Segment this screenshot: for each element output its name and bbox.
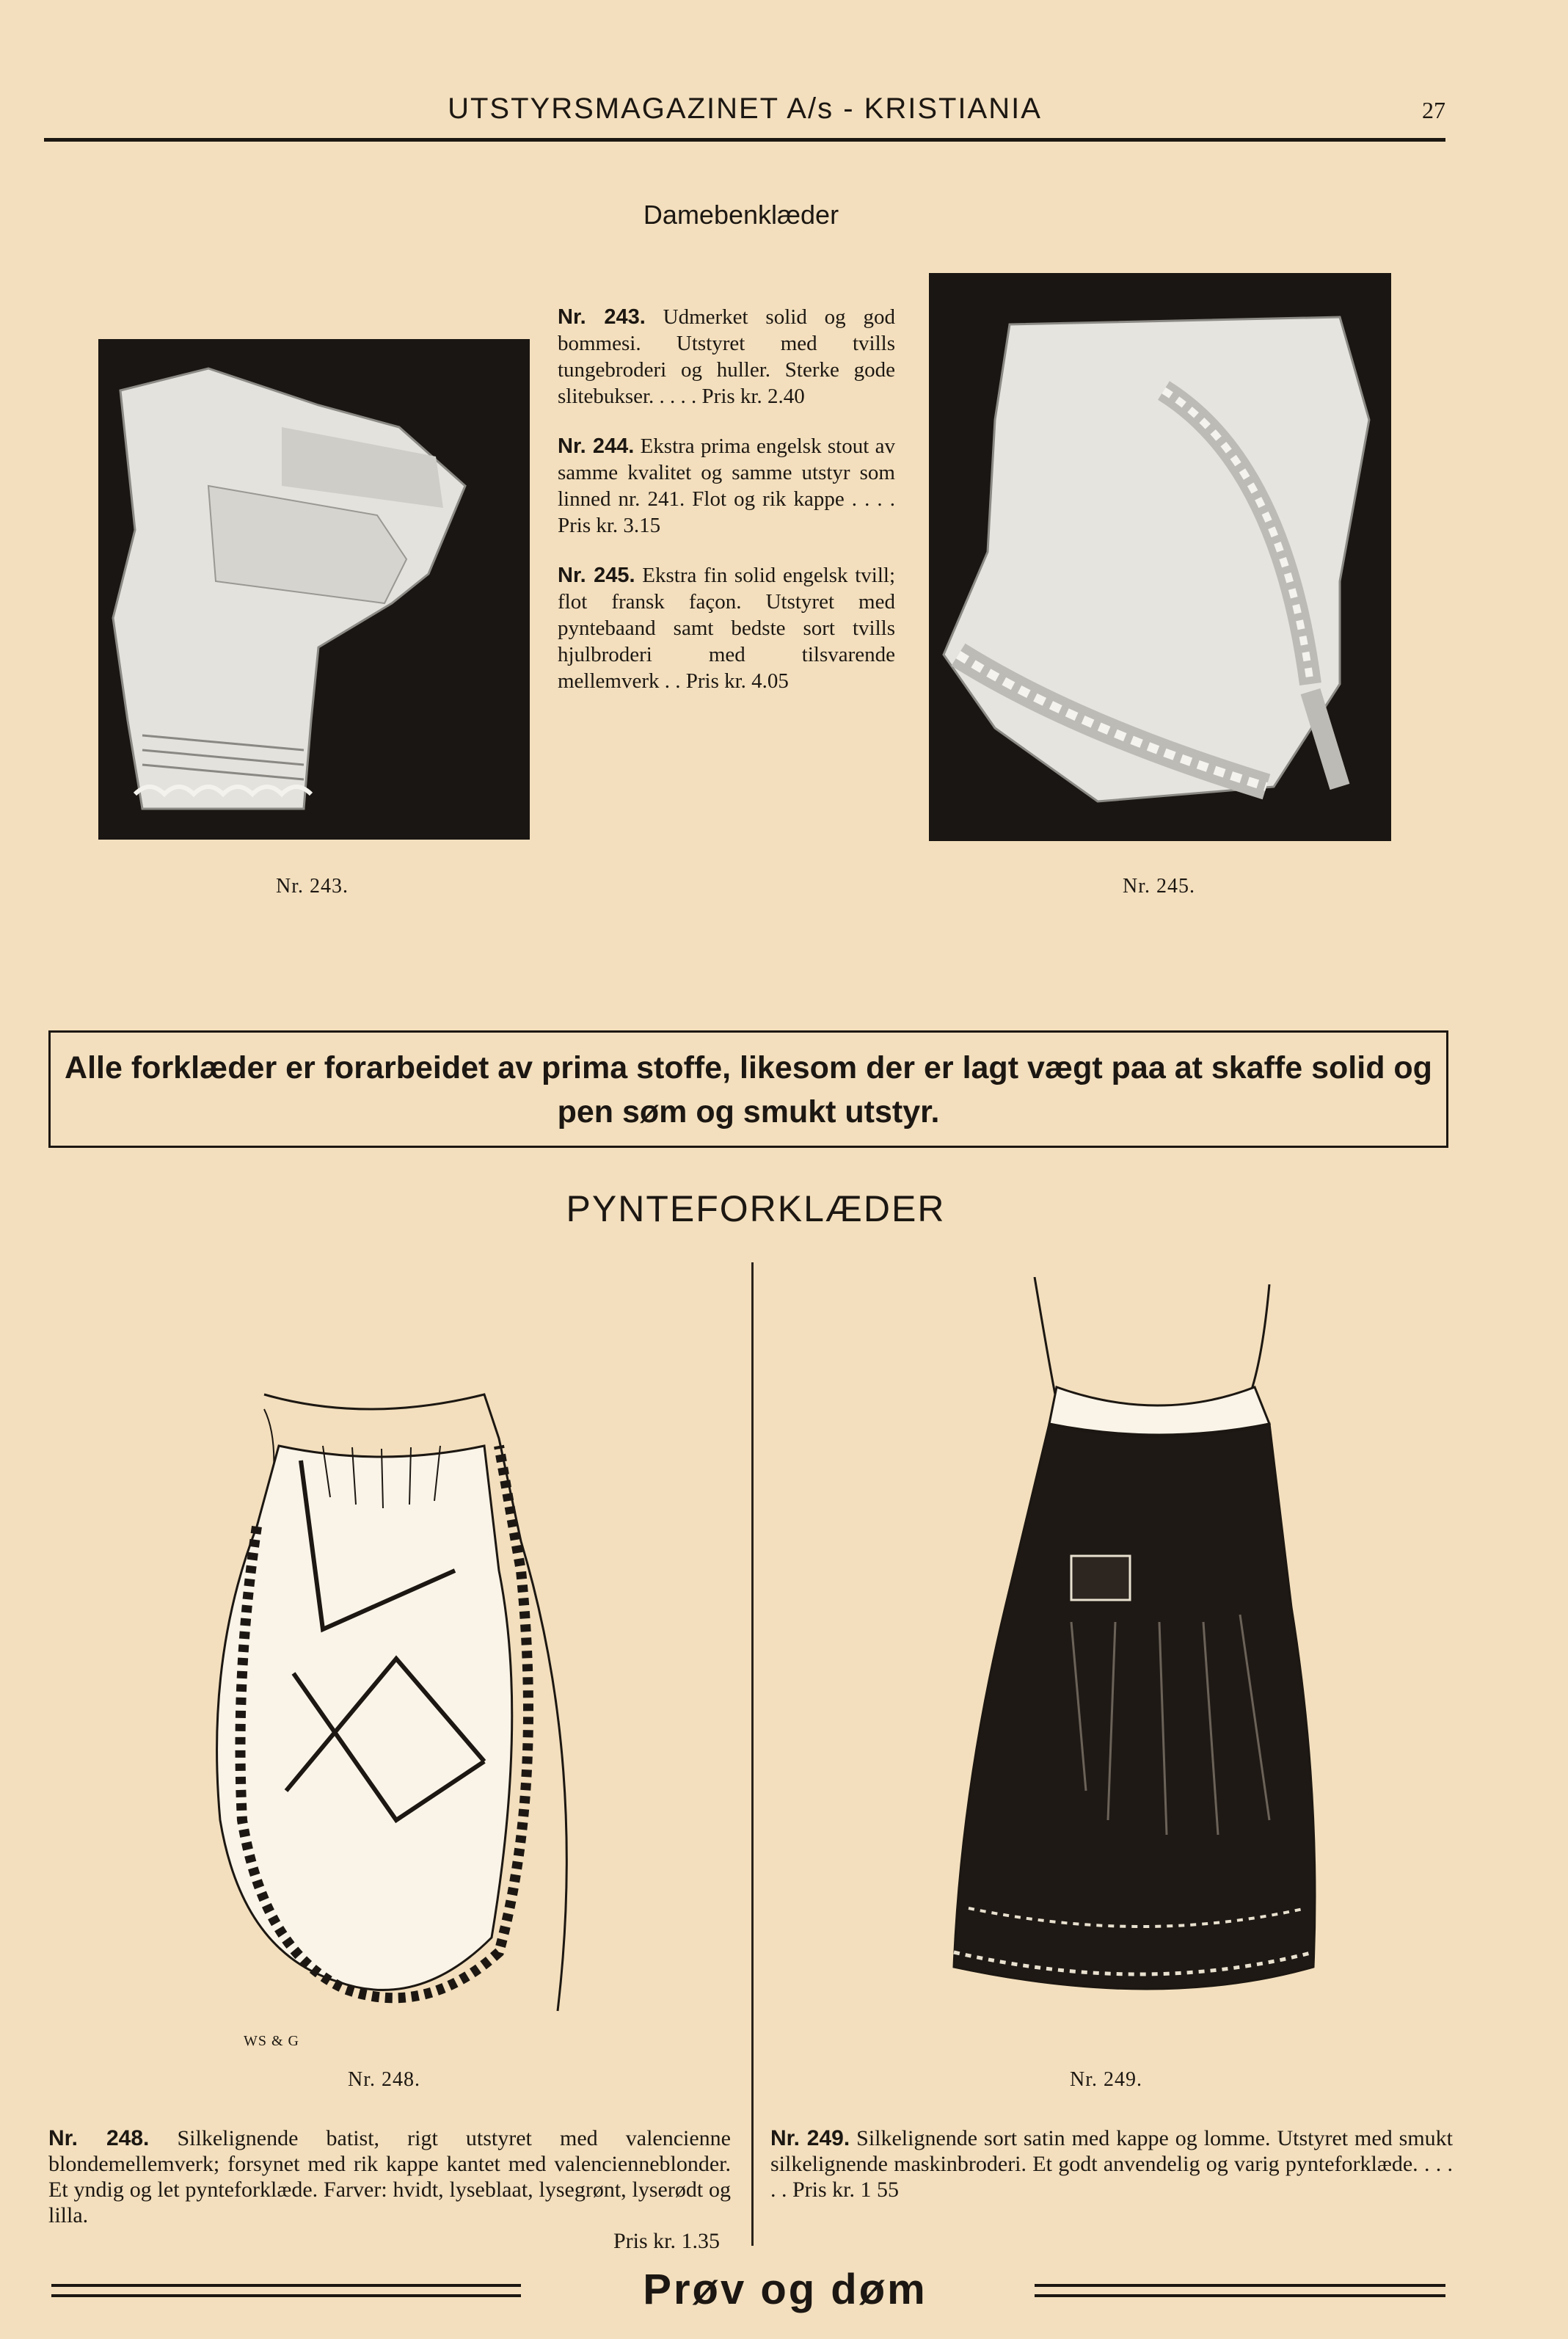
caption-nr-248: Nr. 248.	[348, 2068, 420, 2091]
photo-nr-245	[929, 273, 1391, 841]
bloomers-illustration	[98, 339, 530, 840]
product-243	[558, 304, 895, 410]
apron-248-drawing	[176, 1350, 587, 2033]
benklaeder-descriptions	[558, 304, 895, 718]
header-title: UTSTYRSMAGAZINET A/s - KRISTIANIA	[448, 92, 1042, 125]
monogram: WS & G	[244, 2033, 299, 2049]
product-text: Udmerket solid og god bommesi. Utstyret med tvills tungebroderi og huller. Sterke gode slitebukser. . . . . Pris kr. 2.40	[558, 305, 896, 408]
caption-nr-245: Nr. 245.	[1123, 875, 1195, 898]
desc-nr: Nr. 248.	[48, 2126, 150, 2150]
desc-price: Pris kr. 1.35	[613, 2229, 720, 2253]
white-apron-icon	[176, 1350, 587, 2033]
product-244	[558, 433, 895, 539]
caption-nr-249: Nr. 249.	[1070, 2068, 1142, 2091]
desc-text: Silkelignende sort satin med kappe og lomme. Utstyret med smukt silkelignende maskinbroderi. Et godt anvendelig og varig pynteforklæde. . . . . . Pris kr. 1 55	[770, 2126, 1453, 2202]
section-title-pynteforklaeder: PYNTEFORKLÆDER	[566, 1188, 946, 1229]
product-245	[558, 562, 895, 694]
column-divider	[751, 1262, 754, 2246]
product-nr: Nr. 244.	[558, 434, 635, 458]
page-footer	[51, 2266, 1445, 2319]
desc-248	[48, 2125, 731, 2254]
footer-rule-left	[51, 2284, 521, 2297]
photo-nr-243	[98, 339, 530, 840]
footer-motto: Prøv og døm	[643, 2266, 927, 2313]
bloomers-lace-illustration	[929, 273, 1391, 841]
desc-nr: Nr. 249.	[770, 2126, 850, 2150]
section-title-benklaeder: Damebenklæder	[643, 200, 839, 230]
footer-rule-right	[1035, 2284, 1445, 2297]
black-satin-apron-icon	[925, 1277, 1335, 2055]
page-number: 27	[1422, 97, 1445, 123]
notice-box: Alle forklæder er forarbeidet av prima stoffe, likesom der er lagt vægt paa at skaffe solid og pen søm og smukt utstyr.	[48, 1030, 1448, 1148]
apron-249-drawing	[925, 1277, 1335, 2055]
desc-249	[770, 2125, 1453, 2202]
page-header	[44, 87, 1445, 142]
product-nr: Nr. 245.	[558, 564, 635, 587]
desc-text: Silkelignende batist, rigt utstyret med valencienne blondemellemverk; forsynet med rik kappe kantet med valencienneblonder. Et yndig og let pynteforklæde. Farver: hvidt, lyseblaat, lysegrønt, lyserødt og lilla.	[48, 2126, 732, 2227]
product-nr: Nr. 243.	[558, 305, 646, 329]
product-text: Ekstra prima engelsk stout av samme kvalitet og samme utstyr som linned nr. 241. Flot og rik kappe . . . . Pris kr. 3.15	[558, 434, 895, 537]
caption-nr-243: Nr. 243.	[276, 875, 349, 898]
product-text: Ekstra fin solid engelsk tvill; flot fransk façon. Utstyret med pyntebaand samt bedste sort tvills hjulbroderi med tilsvarende mellemverk . . Pris kr. 4.05	[558, 564, 896, 693]
